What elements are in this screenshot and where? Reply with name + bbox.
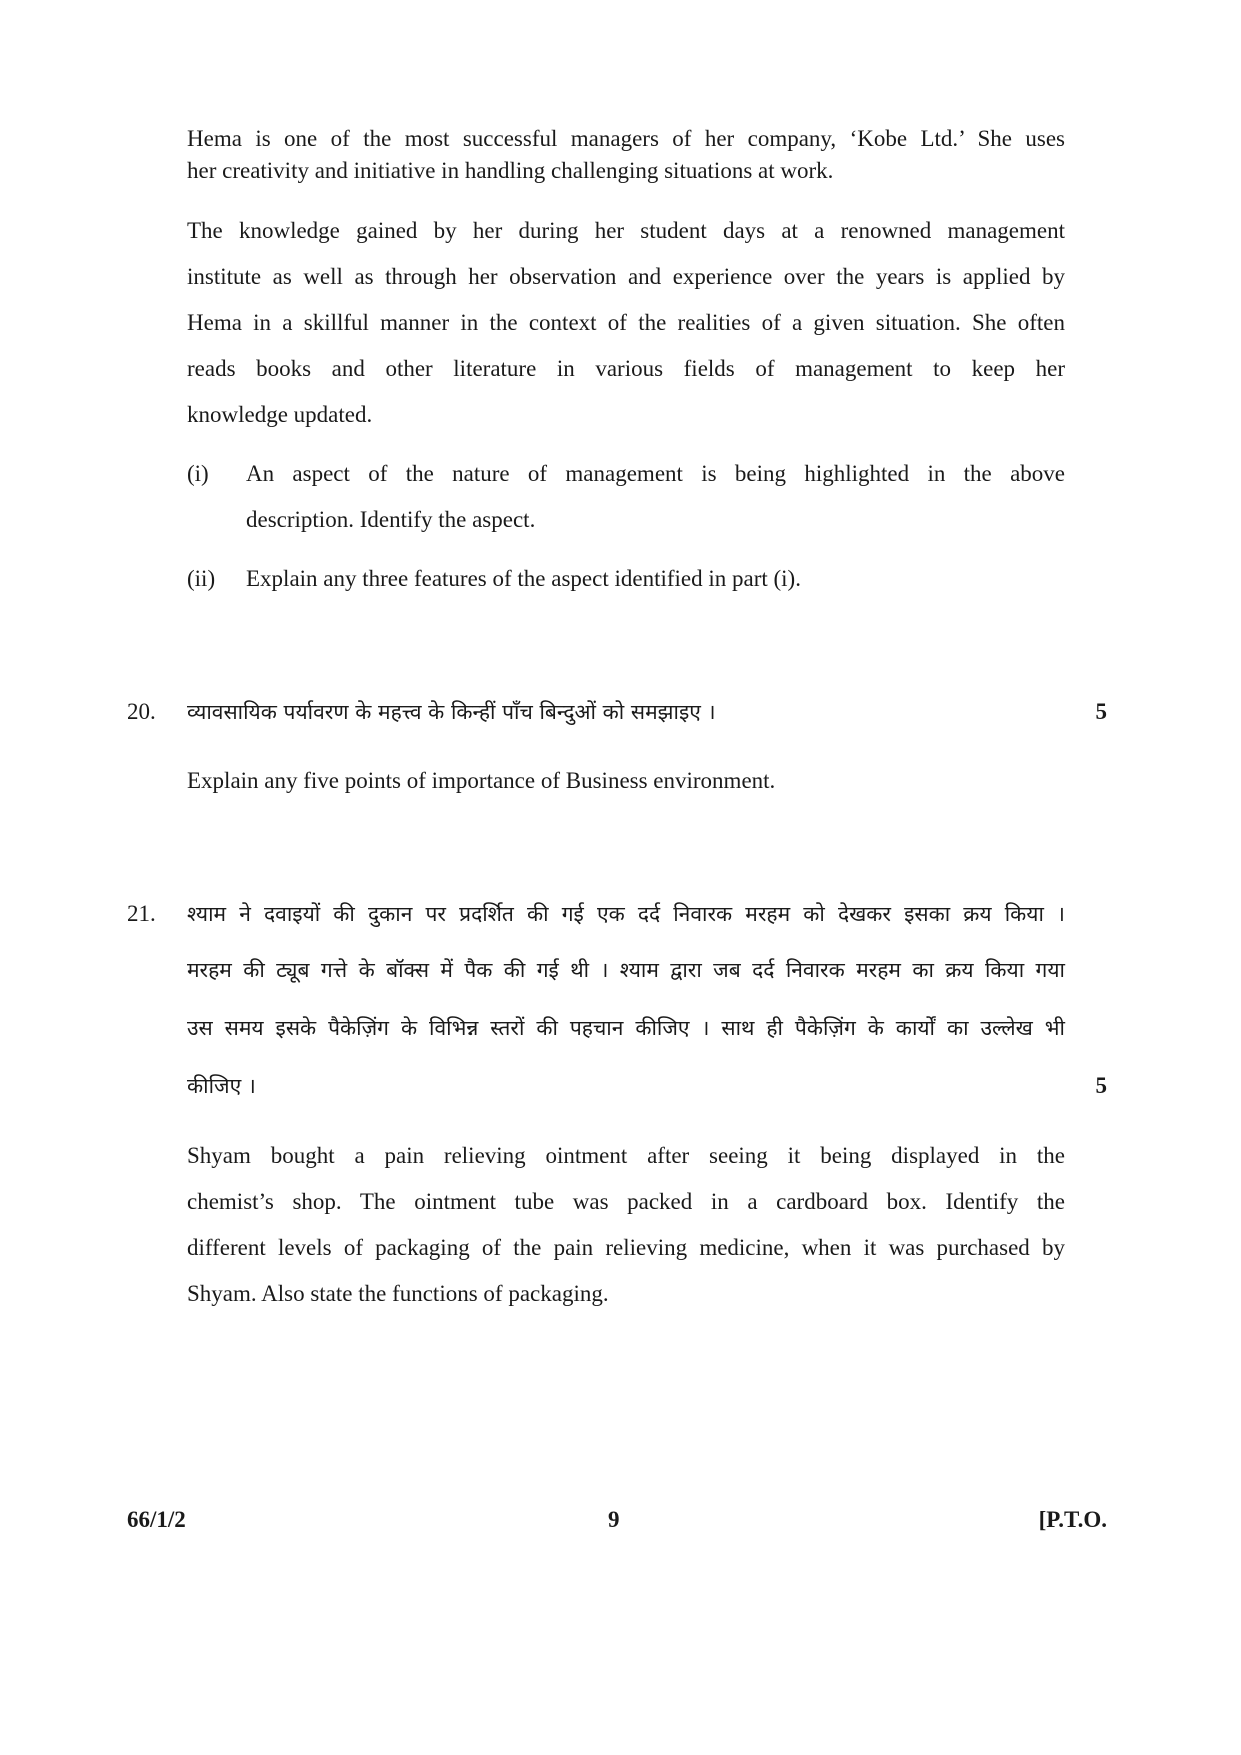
case-para2-line2: institute as well as through her observation and experience over the years is applied by xyxy=(187,264,1065,289)
subpart-ii-marker: (ii) xyxy=(187,566,216,591)
case-para2-line4: reads books and other literature in various fields of management to keep her xyxy=(187,356,1065,381)
q20-english-text: Explain any five points of importance of Business environment. xyxy=(187,768,776,793)
page-number: 9 xyxy=(608,1507,620,1532)
case-para2-line1: The knowledge gained by her during her student days at a renowned management xyxy=(187,218,1065,243)
q21-hindi-line4: कीजिए । xyxy=(187,1074,256,1098)
q20-marks: 5 xyxy=(1095,699,1107,724)
q21-english-line1: Shyam bought a pain relieving ointment after seeing it being displayed in the xyxy=(187,1143,1065,1168)
pto-label: [P.T.O. xyxy=(1038,1507,1107,1532)
paper-code: 66/1/2 xyxy=(127,1507,186,1532)
q21-english-line4: Shyam. Also state the functions of packaging. xyxy=(187,1281,609,1306)
q21-hindi-line1: श्याम ने दवाइयों की दुकान पर प्रदर्शित की गई एक दर्द निवारक मरहम को देखकर इसका क्रय किया । xyxy=(187,902,1065,926)
case-para1-line2: her creativity and initiative in handling challenging situations at work. xyxy=(187,158,834,183)
case-para2-line5: knowledge updated. xyxy=(187,402,373,427)
q21-marks: 5 xyxy=(1095,1073,1107,1098)
q21-english-line3: different levels of packaging of the pain relieving medicine, when it was purchased by xyxy=(187,1235,1065,1260)
q21-english-line2: chemist’s shop. The ointment tube was packed in a cardboard box. Identify the xyxy=(187,1189,1065,1214)
q21-hindi-line3: उस समय इसके पैकेज़िंग के विभिन्न स्तरों की पहचान कीजिए । साथ ही पैकेज़िंग के कार्यों का उल्लेख भी xyxy=(187,1016,1065,1040)
subpart-ii-line1: Explain any three features of the aspect identified in part (i). xyxy=(246,566,801,591)
q21-number: 21. xyxy=(127,901,156,926)
subpart-i-marker: (i) xyxy=(187,461,209,486)
q20-number: 20. xyxy=(127,699,156,724)
subpart-i-line1: An aspect of the nature of management is being highlighted in the above xyxy=(246,461,1065,486)
q20-hindi-text: व्यावसायिक पर्यावरण के महत्त्व के किन्हीं पाँच बिन्दुओं को समझाइए । xyxy=(187,700,716,724)
q21-hindi-line2: मरहम की ट्यूब गत्ते के बॉक्स में पैक की गई थी । श्याम द्वारा जब दर्द निवारक मरहम का क्रय किया गया xyxy=(187,958,1065,982)
subpart-i-line2: description. Identify the aspect. xyxy=(246,507,536,532)
case-para1-line1: Hema is one of the most successful managers of her company, ‘Kobe Ltd.’ She uses xyxy=(187,126,1065,151)
case-para2-line3: Hema in a skillful manner in the context of the realities of a given situation. She often xyxy=(187,310,1065,335)
